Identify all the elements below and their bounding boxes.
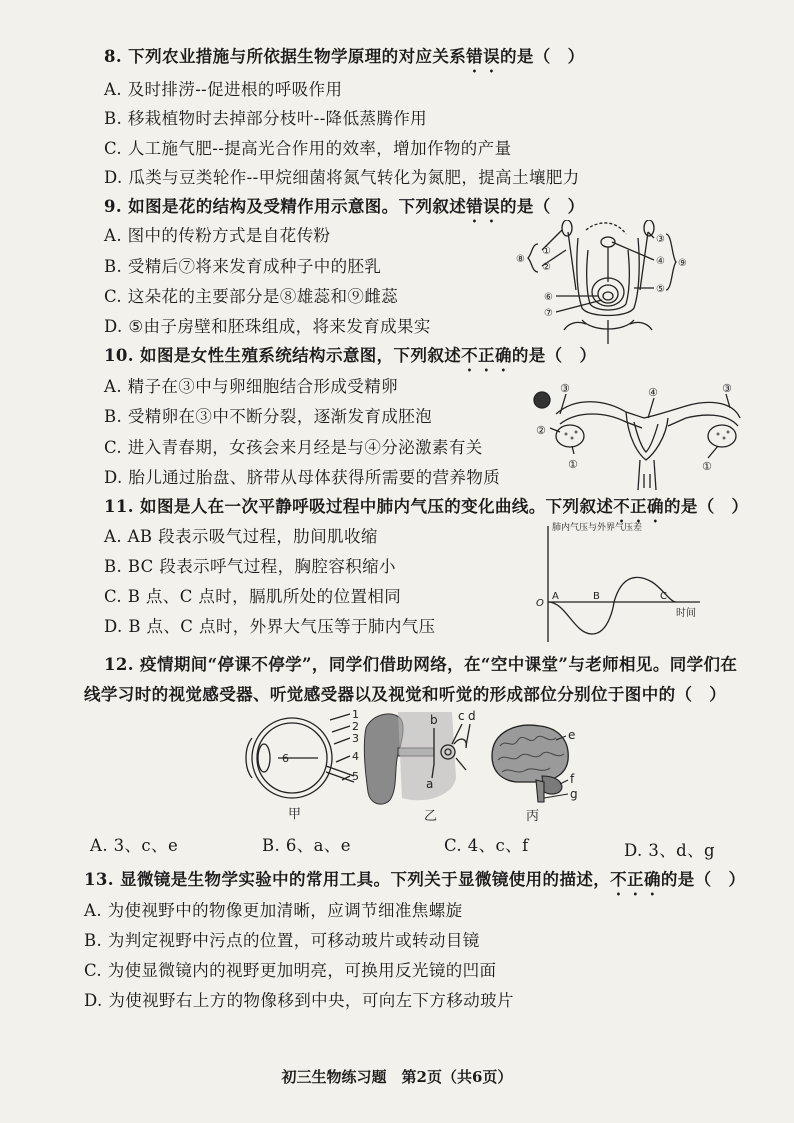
q9-emphasis: 错误 [466,197,500,216]
ear-diagram [362,708,484,824]
eye-label-3: 3 [352,732,359,745]
q10-emphasis: 不正确 [461,346,512,365]
q10-option-a: A. 精子在③中与卵细胞结合形成受精卵 [104,377,399,396]
q9-stem-text: 9. 如图是花的结构及受精作用示意图。下列叙述 [104,197,467,216]
eye-label-1: 1 [352,710,359,721]
page-footer: 初三生物练习题 第2页（共6页） [281,1068,513,1086]
question-13-stem [84,869,745,899]
repro-label-1-right: ① [702,460,712,473]
q9-option-a: A. 图中的传粉方式是自花传粉 [104,226,331,245]
flower-label-6: ⑥ [544,292,553,303]
eye-diagram [238,710,368,822]
caption-jia: 甲 [288,807,302,822]
q12-option-b: B. 6、a、e [262,836,351,855]
q8-option-a: A. 及时排涝--促进根的呼吸作用 [104,80,343,99]
graph-xlabel: 时间 [676,608,696,619]
flower-label-7: ⑦ [544,308,553,319]
q8-option-b: B. 移栽植物时去掉部分枝叶--降低蒸腾作用 [104,109,428,128]
brain-label-f: f [570,772,575,786]
question-12-stem-line1: 12. 疫情期间“停课不停学”，同学们借助网络，在“空中课堂”与老师相见。同学们在 [104,655,738,674]
brain-label-e: e [568,728,576,742]
q13-stem-text: 13. 显微镜是生物学实验中的常用工具。下列关于显微镜使用的描述， [84,870,611,889]
flower-label-5: ⑤ [656,284,665,295]
ear-label-d: d [468,709,476,723]
eye-label-2: 2 [352,720,359,733]
graph-point-c: C [660,591,667,602]
eye-label-4: 4 [352,750,359,763]
ear-label-a: a [426,777,434,791]
ear-label-b: b [430,713,438,727]
q11-stem-text: 11. 如图是人在一次平静呼吸过程中肺内气压的变化曲线。下列叙述 [104,497,614,516]
question-10-stem [104,345,596,375]
q13-option-a: A. 为使视野中的物像更加清晰，应调节细准焦螺旋 [84,901,463,920]
graph-point-b: B [593,591,600,602]
q13-option-c: C. 为使显微镜内的视野更加明亮，可换用反光镜的凹面 [84,961,497,980]
q10-stem-text: 10. 如图是女性生殖系统结构示意图，下列叙述 [104,346,462,365]
question-9-stem [104,196,584,226]
q11-option-a: A. AB 段表示吸气过程，肋间肌收缩 [104,527,378,546]
q11-option-d: D. B 点、C 点时，外界大气压等于肺内气压 [104,617,436,636]
graph-ylabel: 肺内气压与外界气压差 [552,523,643,533]
flower-diagram [516,220,716,344]
pressure-graph [530,518,710,646]
repro-label-4: ④ [648,386,658,399]
flower-label-1: ① [542,246,551,257]
q10-option-d: D. 胎儿通过胎盘、脐带从母体获得所需要的营养物质 [104,468,501,487]
q8-stem-end: 的是（ ） [499,47,585,66]
q8-option-d: D. 瓜类与豆类轮作--甲烷细菌将氮气转化为氮肥，提高土壤肥力 [104,168,580,187]
q11-option-b: B. BC 段表示呼气过程，胸腔容积缩小 [104,557,396,576]
caption-bing: 丙 [526,809,540,822]
q12-option-a: A. 3、c、e [90,836,179,855]
q10-option-c: C. 进入青春期，女孩会来月经是与④分泌激素有关 [104,438,483,457]
q13-option-d: D. 为使视野右上方的物像移到中央，可向左下方移动玻片 [84,991,514,1010]
q9-option-d: D. ⑤由子房壁和胚珠组成，将来发育成果实 [104,317,431,336]
q13-option-b: B. 为判定视野中污点的位置，可移动玻片或转动目镜 [84,931,480,950]
brain-diagram [486,716,586,822]
repro-label-2: ② [536,424,546,437]
repro-label-3-right: ③ [722,382,732,395]
caption-yi: 乙 [424,809,438,824]
repro-label-1-left: ① [568,458,578,471]
question-12-stem-line2: 线学习时的视觉感受器、听觉感受器以及视觉和听觉的形成部位分别位于图中的（ ） [84,685,727,704]
ear-label-c: c [458,709,465,723]
graph-origin: O [536,598,544,609]
female-reproductive-diagram [526,378,756,496]
flower-label-3: ③ [656,234,665,245]
graph-point-a: A [552,591,559,602]
q12-option-c: C. 4、c、f [444,836,529,855]
flower-label-8: ⑧ [516,254,525,265]
brain-label-g: g [570,787,578,801]
q9-stem-end: 的是（ ） [499,197,585,216]
eye-label-6: 6 [282,752,289,765]
q8-emphasis: 错误 [466,47,500,66]
q13-emphasis: 不正确 [610,870,661,889]
pressure-curve [548,577,676,634]
q8-option-c: C. 人工施气肥--提高光合作用的效率，增加作物的产量 [104,139,512,158]
eye-label-5: 5 [352,770,359,783]
flower-label-4: ④ [656,256,665,267]
q10-stem-end: 的是（ ） [511,346,597,365]
q13-stem-end: 的是（ ） [660,870,746,889]
q8-stem-text: 8. 下列农业措施与所依据生物学原理的对应关系 [104,47,467,66]
q9-option-b: B. 受精后⑦将来发育成种子中的胚乳 [104,257,382,276]
q12-option-d: D. 3、d、g [624,841,715,860]
repro-label-3-left: ③ [560,382,570,395]
q9-option-c: C. 这朵花的主要部分是⑧雄蕊和⑨雌蕊 [104,287,399,306]
flower-label-2: ② [542,262,551,273]
q11-emphasis: 不正确 [613,497,664,516]
flower-label-9: ⑨ [678,258,687,269]
q11-stem-end: 的是（ ） [663,497,749,516]
q10-option-b: B. 受精卵在③中不断分裂，逐渐发育成胚泡 [104,407,433,426]
question-8-stem [104,46,584,76]
q11-option-c: C. B 点、C 点时，膈肌所处的位置相同 [104,587,402,606]
